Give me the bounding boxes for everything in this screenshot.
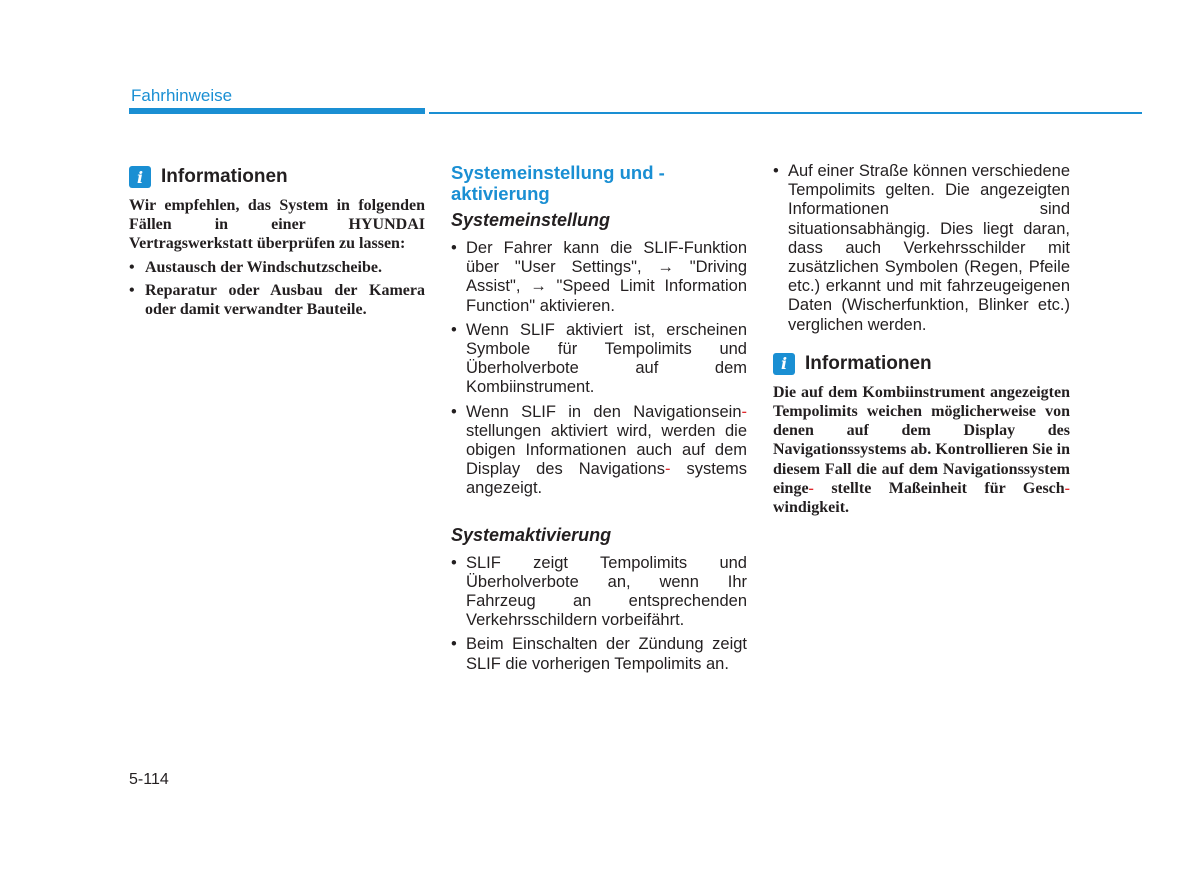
list-item [451, 239, 747, 316]
subheading-systemeinstellung: Systemeinstellung [451, 210, 611, 230]
list-systemeinstellung [451, 239, 747, 499]
list-item-text [466, 403, 747, 499]
info-text [773, 383, 1070, 517]
info-icon: i [129, 166, 151, 188]
hyphen-mark: - [664, 460, 671, 479]
info-heading [129, 166, 425, 188]
bullet-dot: • [129, 258, 135, 276]
text-part: windigkeit. [773, 499, 850, 517]
column-1 [129, 166, 425, 323]
text-part: stellungen aktiviert wird, werden die obigen Informationen auch auf dem Display des Navigations [466, 421, 747, 479]
text-part: systems angezeigt. [466, 460, 747, 498]
list-item-text: SLIF zeigt Tempolimits und Überholverbote an, wenn Ihr Fahrzeug an entsprechenden Verkehrsschildern vorbeifährt. [466, 553, 747, 630]
page-number: 5-114 [129, 771, 169, 788]
hyphen-mark: - [741, 402, 747, 421]
info-body [773, 383, 1070, 517]
text-part: Die auf dem Kombiinstrument angezeigten Tempolimits weichen möglicherweise von denen auf dem Display des Navigationssystems ab. Kontrollieren Sie in diesem Fall die auf dem Navigationssystem einge [773, 383, 1070, 497]
list-systemaktivierung [451, 554, 747, 674]
list-tempolimits [773, 162, 1070, 335]
list-item-text: Reparatur oder Ausbau der Kamera oder damit verwandter Bauteile. [145, 281, 425, 319]
info-heading [773, 353, 1070, 375]
info-icon: i [773, 353, 795, 375]
list-item [129, 258, 425, 277]
bullet-dot: • [451, 320, 457, 339]
info-title: Informationen [805, 352, 932, 374]
header-bar-thin [429, 112, 1142, 114]
list-item-text: Wenn SLIF aktiviert ist, erscheinen Symbole für Tempolimits und Überholverbote auf dem Kombiinstrument. [466, 320, 747, 397]
info-body [129, 196, 425, 319]
bullet-dot: • [773, 162, 779, 180]
info-title: Informationen [161, 166, 288, 187]
column-3 [773, 162, 1070, 521]
bullet-dot: • [451, 239, 457, 257]
list-item [773, 162, 1070, 335]
section-title: Fahrhinweise [131, 86, 233, 105]
list-item-text: Auf einer Straße können verschiedene Tempolimits gelten. Die angezeigten Informationen sind situationsabhängig. Dies liegt daran, dass auch Verkehrsschilder mit zusätzlichen Symbolen (Regen, Pfeile etc.) erkannt und mit fahrzeugeigenen Daten (Wischerfunktion, Blinker etc.) verglichen werden. [788, 162, 1070, 334]
list-item-text: Der Fahrer kann die SLIF-Funktion über "User Settings", → "Driving Assist", → "Speed Limit Information Function" aktivieren. [466, 239, 747, 315]
bullet-dot: • [451, 635, 457, 654]
info-intro: Wir empfehlen, das System in folgenden Fällen in einer HYUNDAI Vertragswerkstatt überprüfen zu lassen: [129, 197, 425, 253]
column-2 [451, 162, 747, 679]
bullet-dot: • [451, 402, 457, 421]
list-item [451, 635, 747, 673]
list-item [451, 403, 747, 499]
text-part: stellte Maßeinheit für Gesch [831, 479, 1065, 497]
bullet-dot: • [129, 281, 135, 299]
list-item-text: Beim Einschalten der Zündung zeigt SLIF die vorherigen Tempolimits an. [466, 635, 747, 673]
list-item-text: Austausch der Windschutzscheibe. [145, 258, 382, 276]
section-heading: Systemeinstellung und - aktivierung [451, 162, 665, 204]
hyphen-mark: - [808, 479, 814, 497]
header-bar-thick [129, 108, 425, 114]
bullet-dot: • [451, 553, 457, 572]
text-part: Wenn SLIF in den Navigationsein [466, 402, 742, 421]
list-item [129, 281, 425, 319]
list-item [451, 554, 747, 631]
list-item [451, 321, 747, 398]
subheading-systemaktivierung: Systemaktivierung [451, 524, 612, 545]
hyphen-mark: - [1064, 479, 1070, 497]
